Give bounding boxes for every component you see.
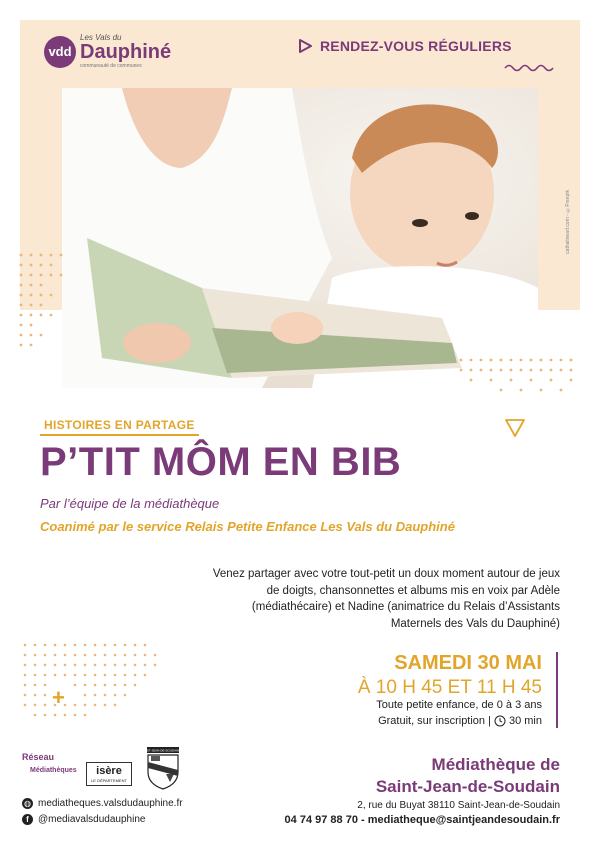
crest-icon xyxy=(146,746,180,790)
reseau-mediatheques-logo: Réseau Médiathèques xyxy=(22,752,77,774)
isere-logo: isère LE DÉPARTEMENT xyxy=(86,762,132,786)
svg-text:ST-JEAN-DE-SOUDAIN: ST-JEAN-DE-SOUDAIN xyxy=(146,748,180,753)
venue-address: 2, rue du Buyat 38110 Saint-Jean-de-Soudain xyxy=(357,800,560,811)
event-coanimation: Coanimé par le service Relais Petite Enfance Les Vals du Dauphiné xyxy=(40,519,455,534)
venue-name-line2: Saint-Jean-de-Soudain xyxy=(375,777,560,796)
logo-badge: vdd xyxy=(44,36,76,68)
logo-big-text: Dauphiné xyxy=(80,41,172,63)
event-date: SAMEDI 30 MAI xyxy=(394,652,542,674)
logo-tagline: communauté de communes xyxy=(80,63,142,69)
rendez-vous-label: RENDEZ-VOUS RÉGULIERS xyxy=(320,38,512,54)
event-audience: Toute petite enfance, de 0 à 3 ans xyxy=(376,699,542,711)
dot-pattern-decoration xyxy=(20,640,170,730)
vals-du-dauphine-logo xyxy=(44,34,171,69)
dot-pattern-decoration xyxy=(16,250,86,360)
venue-contact[interactable]: 04 74 97 88 70 - mediatheque@saintjeandesoudain.fr xyxy=(284,814,560,826)
wavy-line-decoration xyxy=(504,62,556,74)
event-title: P’TIT MÔM EN BIB xyxy=(40,440,402,484)
facebook-link[interactable]: f @mediavalsdudauphine xyxy=(22,814,145,825)
schedule-divider xyxy=(556,652,558,728)
event-subtitle: Par l’équipe de la médiathèque xyxy=(40,496,220,511)
hero-photo xyxy=(62,88,538,388)
plus-decoration: + xyxy=(52,685,65,710)
duration-text: 30 min xyxy=(508,715,542,727)
event-signup xyxy=(300,715,542,727)
rendez-vous-heading xyxy=(298,38,512,54)
mother-and-baby-reading-illustration xyxy=(62,88,538,388)
event-time: À 10 H 45 ET 11 H 45 xyxy=(357,677,542,698)
category-tag: HISTOIRES EN PARTAGE xyxy=(40,416,199,436)
facebook-icon: f xyxy=(22,814,33,825)
event-description: Venez partager avec votre tout-petit un doux moment autour de jeux de doigts, chansonnettes et albums mis en voix par Adèle (médiathécaire) et Nadine (animatrice du Relais d’Assistants Maternels des Vals du Dauphiné) xyxy=(212,568,560,630)
signup-text: Gratuit, sur inscription | xyxy=(378,715,491,727)
globe-icon: ◍ xyxy=(22,798,33,809)
photo-credit: cathalineart.com - ©Freepik xyxy=(565,190,571,254)
play-triangle-icon xyxy=(298,39,312,53)
triangle-outline-decoration xyxy=(504,418,526,438)
website-link[interactable]: ◍ mediatheques.valsdudauphine.fr xyxy=(24,798,183,809)
venue-name-line1: Médiathèque de xyxy=(431,755,560,774)
clock-icon xyxy=(494,715,506,727)
dot-pattern-decoration xyxy=(456,355,580,415)
logo-small-text: Les Vals du xyxy=(80,33,122,42)
